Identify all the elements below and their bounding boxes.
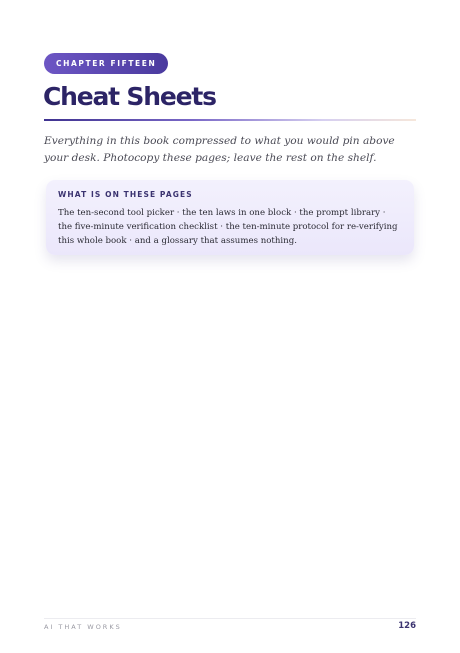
- chapter-badge: CHAPTER FIFTEEN: [44, 53, 168, 74]
- contents-callout: [46, 180, 414, 255]
- chapter-lede: Everything in this book compressed to what you would pin above your desk. Photocopy these pages; leave the rest on the shelf.: [44, 135, 395, 164]
- page-number: 126: [398, 621, 416, 631]
- callout-heading: WHAT IS ON THESE PAGES: [58, 190, 193, 199]
- callout-body: The ten-second tool picker · the ten laws in one block · the prompt library · the five-minute verification checklist · the ten-minute protocol for re-verifying this whole book · and a glossary that assumes nothing.: [58, 208, 398, 246]
- page-title: Cheat Sheets: [43, 82, 216, 111]
- running-title: AI THAT WORKS: [44, 623, 122, 631]
- title-divider: [44, 119, 416, 121]
- footer-divider: [44, 618, 416, 619]
